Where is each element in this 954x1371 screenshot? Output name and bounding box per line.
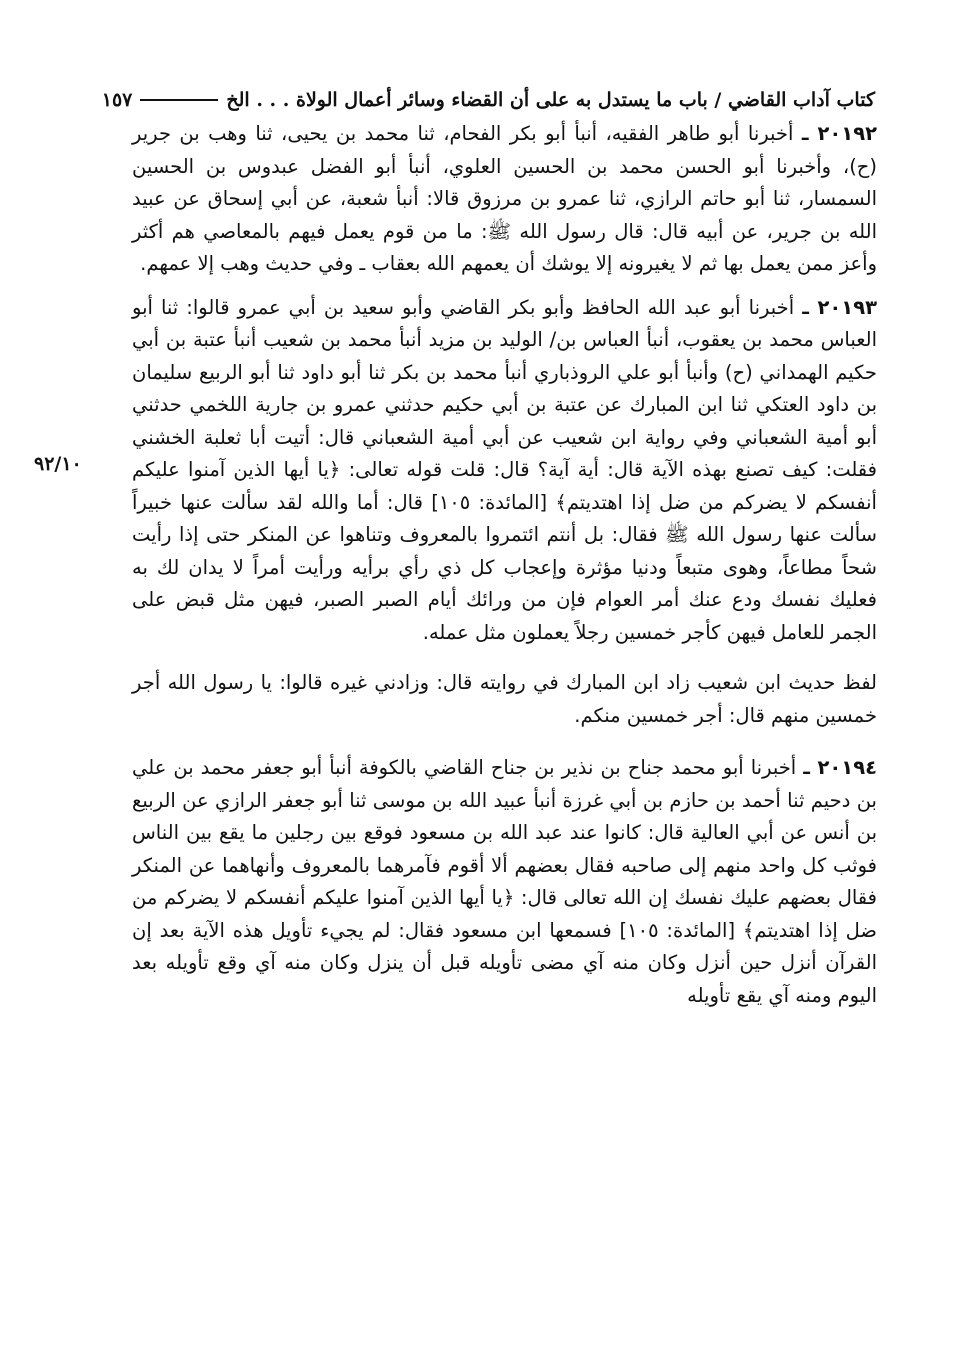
hadith-text: أخبرنا أبو طاهر الفقيه، أنبأ أبو بكر الفحام، ثنا محمد بن يحيى، ثنا وهب بن جرير (ح)، وأخبرنا أبو الحسن محمد بن الحسين العلوي، أنبأ أبو الفضل عبدوس بن الحسين السمسار، ثنا أبو حاتم الرازي، ثنا عمرو بن مرزوق قالا: أنبأ شعبة، عن أبي إسحاق عن عبيد الله بن جرير، عن أبيه قال: قال رسول الله ﷺ: ما من قوم يعمل فيهم بالمعاصي هم أكثر وأعز ممن يعمل بها ثم لا يغيرونه إلا يوشك أن يعمهم الله بعقاب ـ وفي حديث وهب إلا عمهم. [132, 122, 877, 275]
margin-volume-reference: ٩٢/١٠ [34, 453, 82, 475]
hadith-number: ٢٠١٩٢ ـ [801, 122, 877, 145]
main-text [132, 118, 877, 1023]
hadith-text: أخبرنا أبو محمد جناح بن نذير بن جناح القاضي بالكوفة أنبأ أبو جعفر محمد بن علي بن دحيم ثنا أحمد بن حازم بن أبي غرزة أنبأ عبيد الله بن موسى ثنا أبو جعفر الرازي عن الربيع بن أنس عن أبي العالية قال: كانوا عند عبد الله بن مسعود فوقع بين رجلين ما يقع بين الناس فوثب كل واحد منهم إلى صاحبه فقال بعضهم ألا أقوم فآمرهما بالمعروف وأنهاهما عن المنكر فقال بعضهم عليك نفسك إن الله تعالى قال: ﴿يا أيها الذين آمنوا عليكم أنفسكم لا يضركم من ضل إذا اهتديتم﴾ [المائدة: ١٠٥] فسمعها ابن مسعود فقال: لم يجيء تأويل هذه الآية بعد إن القرآن أنزل حين أنزل وكان منه آي مضى تأويله قبل أن ينزل وكان منه آي وقع تأويله بعد اليوم ومنه آي يقع تأويله [132, 756, 877, 1007]
page-number: ١٥٧ [101, 89, 133, 111]
header-rule [140, 99, 218, 101]
hadith-20193 [132, 292, 877, 650]
running-title: كتاب آداب القاضي / باب ما يستدل به على أن القضاء وسائر أعمال الولاة . . . الخ [226, 89, 875, 111]
note-text: لفظ حديث ابن شعيب زاد ابن المبارك في روايته قال: وزادني غيره قالوا: يا رسول الله أجر خمسين منهم قال: أجر خمسين منكم. [132, 671, 877, 727]
page-header [101, 82, 875, 118]
hadith-note [132, 667, 877, 732]
hadith-20194 [132, 752, 877, 1012]
hadith-20192 [132, 118, 877, 281]
hadith-text: أخبرنا أبو عبد الله الحافظ وأبو بكر القاضي وأبو سعيد بن أبي عمرو قالوا: ثنا أبو العباس محمد بن يعقوب، أنبأ العباس بن/ الوليد بن مزيد أنبأ محمد بن شعيب أنبأ عتبة بن أبي حكيم الهمداني (ح) وأنبأ أبو علي الروذباري أنبأ محمد بن بكر ثنا أبو داود ثنا أبو الربيع سليمان بن داود العتكي ثنا ابن المبارك عن عتبة بن أبي حكيم حدثني عمرو بن جارية اللخمي حدثني أبو أمية الشعباني وفي رواية ابن شعيب عن أبي أمية الشعباني قال: أتيت أبا ثعلبة الخشني فقلت: كيف تصنع بهذه الآية قال: أية آية؟ قال: قلت قوله تعالى: ﴿يا أيها الذين آمنوا عليكم أنفسكم لا يضركم من ضل إذا اهتديتم﴾ [المائدة: ١٠٥] قال: أما والله لقد سألت عنها خبيراً سألت عنها رسول الله ﷺ فقال: بل أنتم ائتمروا بالمعروف وتناهوا عن المنكر حتى إذا رأيت شحاً مطاعاً، وهوى متبعاً ودنيا مؤثرة وإعجاب كل ذي رأي برأيه ورأيت أمراً لا يدان لك به فعليك نفسك ودع عنك أمر العوام فإن من ورائك أيام الصبر الصبر، فيهن مثل قبض على الجمر للعامل فيهن كأجر خمسين رجلاً يعملون مثل عمله. [132, 295, 877, 644]
hadith-number: ٢٠١٩٣ ـ [802, 295, 877, 319]
hadith-number: ٢٠١٩٤ ـ [803, 756, 877, 779]
